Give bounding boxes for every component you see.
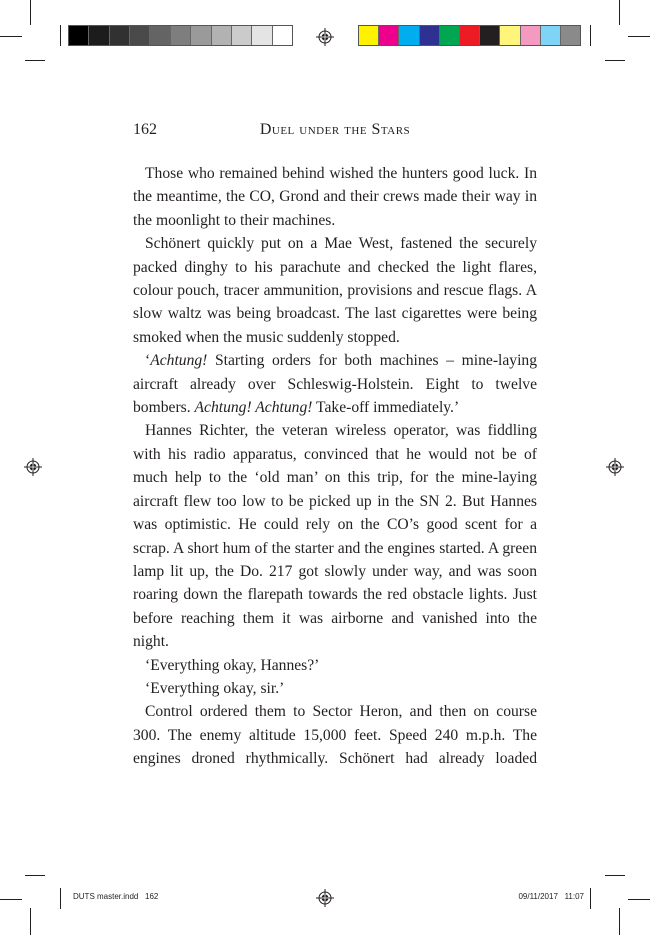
text-run: ‘Everything okay, Hannes?’ xyxy=(145,656,320,674)
text-run: ‘Everything okay, sir.’ xyxy=(145,679,285,697)
grayscale-swatch xyxy=(191,26,211,45)
paragraph xyxy=(133,232,537,349)
text-run: Take-off immediately.’ xyxy=(312,399,460,417)
grayscale-swatch xyxy=(232,26,252,45)
paragraph xyxy=(133,349,537,419)
color-swatch xyxy=(561,26,580,45)
color-swatch xyxy=(541,26,561,45)
grayscale-swatch xyxy=(171,26,191,45)
color-swatch xyxy=(521,26,541,45)
paragraph xyxy=(133,677,537,700)
crop-mark-top-left-vertical xyxy=(30,0,31,25)
crop-mark-bottom-right-horizontal xyxy=(628,899,650,900)
registration-mark-icon xyxy=(316,28,334,46)
color-swatch xyxy=(440,26,460,45)
grayscale-swatch xyxy=(150,26,170,45)
paragraph xyxy=(133,700,537,770)
grayscale-swatch xyxy=(212,26,232,45)
text-run: Starting orders for both machines – mine-laying aircraft already over Schleswig-Holstein. Eight to twelve bombers. xyxy=(133,352,537,417)
slug-timestamp: 09/11/2017 11:07 xyxy=(518,892,584,901)
color-swatch xyxy=(399,26,419,45)
slug-file-info: DUTS master.indd 162 xyxy=(73,892,159,901)
crop-mark-bottom-right-vertical xyxy=(619,908,620,935)
registration-mark-icon xyxy=(24,458,42,476)
running-header xyxy=(133,121,537,143)
grayscale-swatch xyxy=(130,26,150,45)
color-swatch xyxy=(420,26,440,45)
bar-right-rule xyxy=(590,25,591,46)
crop-mark-bottom-left-bleed xyxy=(25,875,45,876)
slug-right-rule xyxy=(590,888,591,909)
text-run: Schönert quickly put on a Mae West, fastened the securely packed dinghy to his parachute and checked the light flares, colour pouch, tracer ammunition, provisions and rescue flags. A slow waltz was being broadcast. The last cigarettes were being smoked when the music suddenly stopped. xyxy=(133,235,537,346)
color-calibration-bar xyxy=(358,25,581,46)
color-swatch xyxy=(500,26,520,45)
crop-mark-top-left-horizontal xyxy=(0,36,22,37)
crop-mark-top-right-bleed xyxy=(605,60,625,61)
paragraph xyxy=(133,419,537,653)
color-swatch xyxy=(379,26,399,45)
running-title: Duel under the Stars xyxy=(259,121,411,138)
body-text xyxy=(133,162,537,771)
paragraph xyxy=(133,654,537,677)
page-number: 162 xyxy=(133,121,157,138)
color-swatch xyxy=(359,26,379,45)
crop-mark-bottom-left-horizontal xyxy=(0,899,22,900)
grayscale-swatch xyxy=(273,26,292,45)
grayscale-swatch xyxy=(252,26,272,45)
italic-text: Achtung! xyxy=(150,352,208,370)
paragraph xyxy=(133,162,537,232)
text-run: Control ordered them to Sector Heron, and then on course 300. The enemy altitude 15,000 feet. Speed 240 m.p.h. The engines droned rhythmically. Schönert had already loaded xyxy=(133,703,537,768)
crop-mark-bottom-right-bleed xyxy=(605,875,625,876)
color-swatch xyxy=(460,26,480,45)
crop-mark-top-right-horizontal xyxy=(628,36,650,37)
crop-mark-top-left-bleed xyxy=(25,60,45,61)
text-run: Those who remained behind wished the hunters good luck. In the meantime, the CO, Grond and their crews made their way in the moonlight to their machines. xyxy=(133,165,537,229)
text-run: ‘ xyxy=(145,352,151,370)
registration-mark-icon xyxy=(606,458,624,476)
text-run: Hannes Richter, the veteran wireless operator, was fiddling with his radio apparatus, convinced that he would not be of much help to the ‘old man’ on this trip, for the mine-laying aircraft flew too low to be picked up in the SN 2. But Hannes was optimistic. He could rely on the CO’s good scent for a scrap. A short hum of the starter and the engines started. A green lamp lit up, the Do. 217 got slowly under way, and was soon roaring down the flarepath towards the red obstacle lights. Just before reaching them it was airborne and vanished into the night. xyxy=(133,422,537,651)
grayscale-swatch xyxy=(69,26,89,45)
bar-left-rule xyxy=(60,25,61,46)
grayscale-swatch xyxy=(89,26,109,45)
registration-mark-icon xyxy=(316,889,334,907)
grayscale-swatch xyxy=(110,26,130,45)
slug-left-rule xyxy=(60,888,61,909)
color-swatch xyxy=(480,26,500,45)
grayscale-calibration-bar xyxy=(68,25,293,46)
crop-mark-bottom-left-vertical xyxy=(30,908,31,935)
italic-text: Achtung! Achtung! xyxy=(194,399,313,417)
crop-mark-top-right-vertical xyxy=(619,0,620,25)
